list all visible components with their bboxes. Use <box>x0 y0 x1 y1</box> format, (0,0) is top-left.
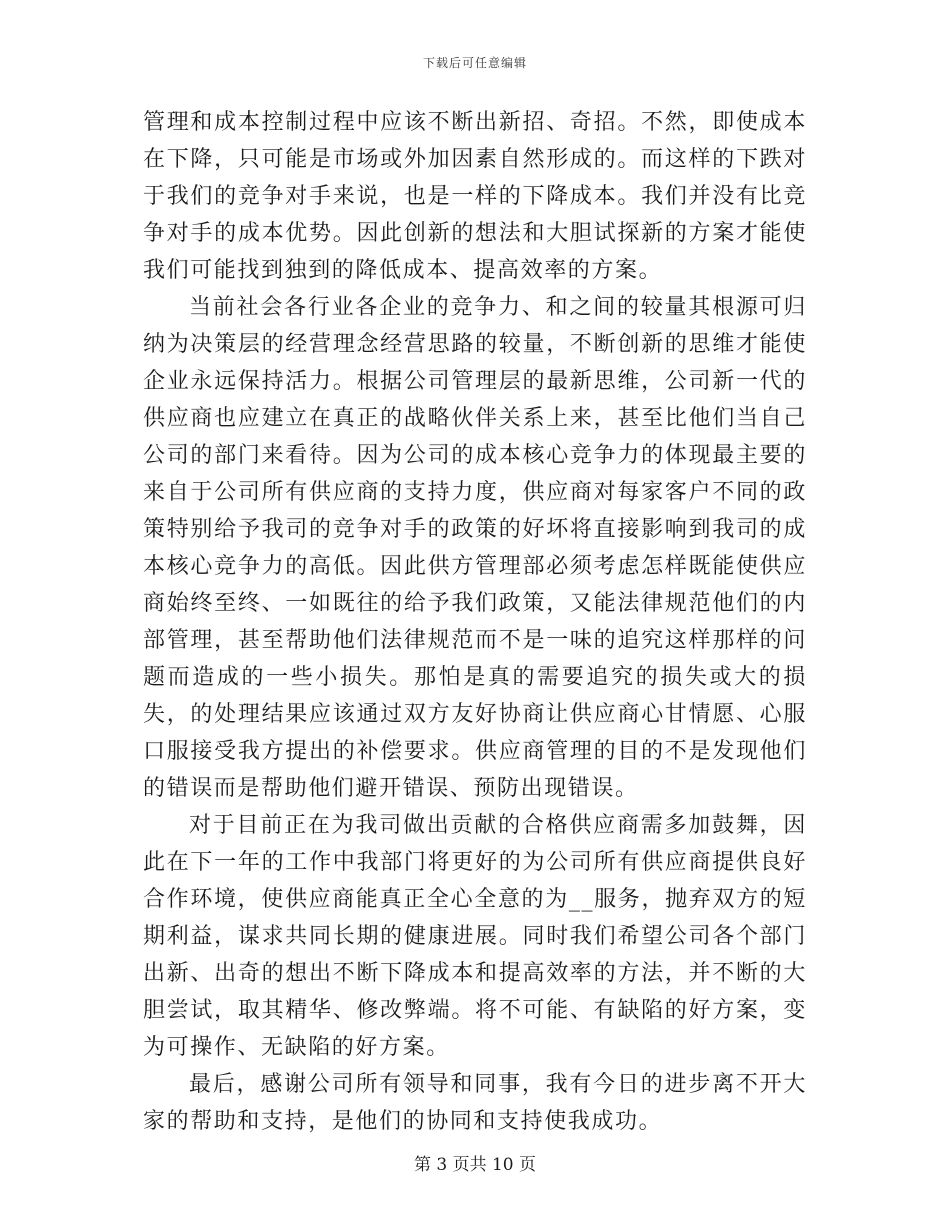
page-number-footer: 第 3 页共 10 页 <box>413 1155 537 1175</box>
paragraph-competitiveness: 当前社会各行业各企业的竞争力、和之间的较量其根源可归纳为决策层的经营理念经营思路的较量，不断创新的思维才能使企业永远保持活力。根据公司管理层的最新思维，公司新一代的供应商也应建立在真正的战略伙伴关系上来，甚至比他们当自己公司的部门来看待。因为公司的成本核心竞争力的体现最主要的来自于公司所有供应商的支持力度，供应商对每家客户不同的政策特别给予我司的竞争对手的政策的好坏将直接影响到我司的成本核心竞争力的高低。因此供方管理部必须考虑怎样既能使供应商始终至终、一如既往的给予我们政策，又能法律规范他们的内部管理，甚至帮助他们法律规范而不是一味的追究这样那样的问题而造成的一些小损失。那怕是真的需要追究的损失或大的损失，的处理结果应该通过双方友好协商让供应商心甘情愿、心服口服接受我方提出的补偿要求。供应商管理的目的不是发现他们的错误而是帮助他们避开错误、预防出现错误。 <box>143 295 807 801</box>
paragraph-supplier-encouragement: 对于目前正在为我司做出贡献的合格供应商需多加鼓舞，因此在下一年的工作中我部门将更好的为公司所有供应商提供良好合作环境，使供应商能真正全心全意的为__服务，抛弃双方的短期利益，谋求共同长期的健康进展。同时我们希望公司各个部门出新、出奇的想出不断下降成本和提高效率的方法，并不断的大胆尝试，取其精华、修改弊端。将不可能、有缺陷的好方案，变为可操作、无缺陷的好方案。 <box>143 813 807 1060</box>
paragraph-thanks: 最后，感谢公司所有领导和同事，我有今日的进步离不开大家的帮助和支持，是他们的协同和支持使我成功。 <box>143 1072 807 1134</box>
document-body <box>143 104 807 1140</box>
page-header: 下载后可任意编辑 <box>422 56 527 70</box>
paragraph-continuation: 管理和成本控制过程中应该不断出新招、奇招。不然，即使成本在下降，只可能是市场或外加因素自然形成的。而这样的下跌对于我们的竞争对手来说，也是一样的下降成本。我们并没有比竞争对手的成本优势。因此创新的想法和大胆试探新的方案才能使我们可能找到独到的降低成本、提高效率的方案。 <box>143 110 807 283</box>
